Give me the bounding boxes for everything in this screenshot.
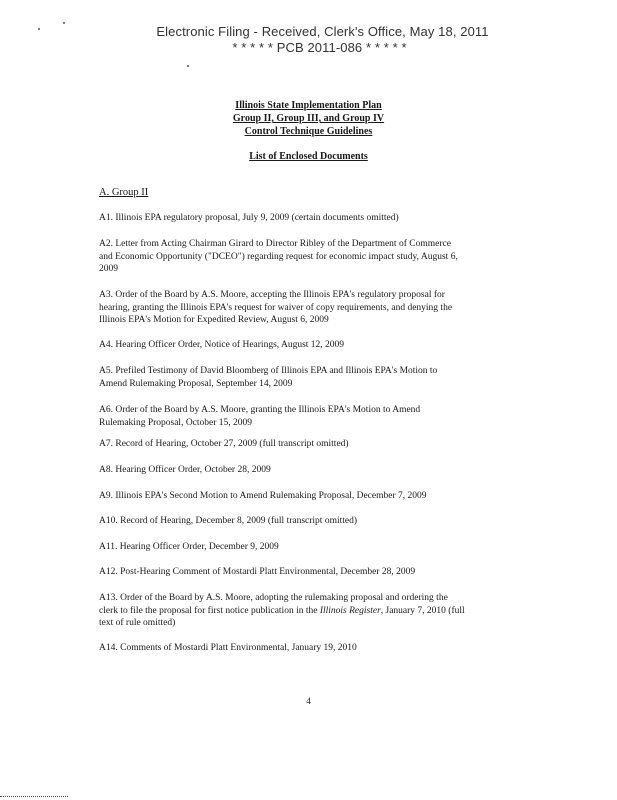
list-item-a8	[99, 464, 523, 477]
entry-line: A12. Post-Hearing Comment of Mostardi Platt Environmental, December 28, 2009	[99, 567, 416, 577]
list-item-a13	[99, 592, 523, 630]
list-item-a6	[99, 404, 523, 429]
list-item-a14	[99, 642, 523, 655]
footer-rule	[0, 796, 68, 797]
list-item-a2	[99, 238, 523, 276]
entry-line: 2009	[99, 264, 118, 274]
entry-line: and Economic Opportunity ("DCEO") regarding request for economic impact study, August 6,	[99, 251, 458, 262]
entry-line: A7. Record of Hearing, October 27, 2009 (full transcript omitted)	[99, 439, 349, 449]
list-item-a1	[99, 212, 523, 225]
title-line-1: Illinois State Implementation Plan	[235, 100, 382, 111]
list-item-a3	[99, 289, 523, 327]
list-item-a9	[99, 490, 523, 503]
entry-line: A11. Hearing Officer Order, December 9, 2009	[99, 542, 279, 552]
entry-line: Rulemaking Proposal, October 15, 2009	[99, 417, 253, 428]
scan-speck	[187, 65, 189, 67]
entry-line: A10. Record of Hearing, December 8, 2009 (full transcript omitted)	[99, 516, 358, 526]
page-number: 4	[306, 696, 311, 706]
entry-line: text of rule omitted)	[99, 618, 176, 628]
list-item-a7	[99, 438, 523, 451]
list-item-a11	[99, 541, 523, 554]
entry-line: A13. Order of the Board by A.S. Moore, adopting the rulemaking proposal and ordering the	[99, 593, 448, 603]
list-item-a12	[99, 566, 523, 579]
entry-line: A9. Illinois EPA's Second Motion to Amend Rulemaking Proposal, December 7, 2009	[99, 491, 427, 501]
entry-line: Amend Rulemaking Proposal, September 14, 2009	[99, 378, 293, 389]
entry-line: A2. Letter from Acting Chairman Girard to Director Ribley of the Department of Commerce	[99, 239, 451, 249]
entry-line: Illinois EPA's Motion for Expedited Review, August 6, 2009	[99, 315, 329, 325]
entry-text: clerk to file the proposal for first notice publication in the	[99, 605, 320, 616]
filing-stamp-line-1: Electronic Filing - Received, Clerk's Office, May 18, 2011	[156, 24, 489, 39]
scan-speck	[38, 28, 40, 30]
section-heading-group-ii: A. Group II	[99, 187, 149, 198]
list-item-a5	[99, 365, 523, 390]
filing-stamp-line-2: * * * * * PCB 2011-086 * * * * *	[232, 40, 407, 55]
scan-speck	[63, 22, 65, 24]
entry-line: A8. Hearing Officer Order, October 28, 2009	[99, 465, 271, 475]
entry-line: A5. Prefiled Testimony of David Bloomberg of Illinois EPA and Illinois EPA's Motion to	[99, 366, 438, 376]
entry-text: , January 7, 2010 (full	[380, 605, 465, 616]
list-item-a4	[99, 339, 523, 352]
entry-line	[99, 605, 523, 618]
title-line-2: Group II, Group III, and Group IV	[232, 113, 385, 124]
list-item-a10	[99, 515, 523, 528]
entry-line: A1. Illinois EPA regulatory proposal, July 9, 2009 (certain documents omitted)	[99, 213, 399, 223]
publication-title: Illinois Register	[319, 605, 381, 616]
document-title	[0, 99, 617, 138]
title-line-3: Control Technique Guidelines	[244, 126, 373, 137]
entry-line: A6. Order of the Board by A.S. Moore, granting the Illinois EPA's Motion to Amend	[99, 405, 421, 415]
entry-line: A14. Comments of Mostardi Platt Environmental, January 19, 2010	[99, 643, 357, 653]
entry-line: A3. Order of the Board by A.S. Moore, accepting the Illinois EPA's regulatory proposal for	[99, 290, 445, 300]
document-subtitle: List of Enclosed Documents	[249, 151, 368, 162]
entry-line: hearing, granting the Illinois EPA's request for waiver of copy requirements, and denying the	[99, 302, 453, 313]
entry-line: A4. Hearing Officer Order, Notice of Hearings, August 12, 2009	[99, 340, 345, 350]
